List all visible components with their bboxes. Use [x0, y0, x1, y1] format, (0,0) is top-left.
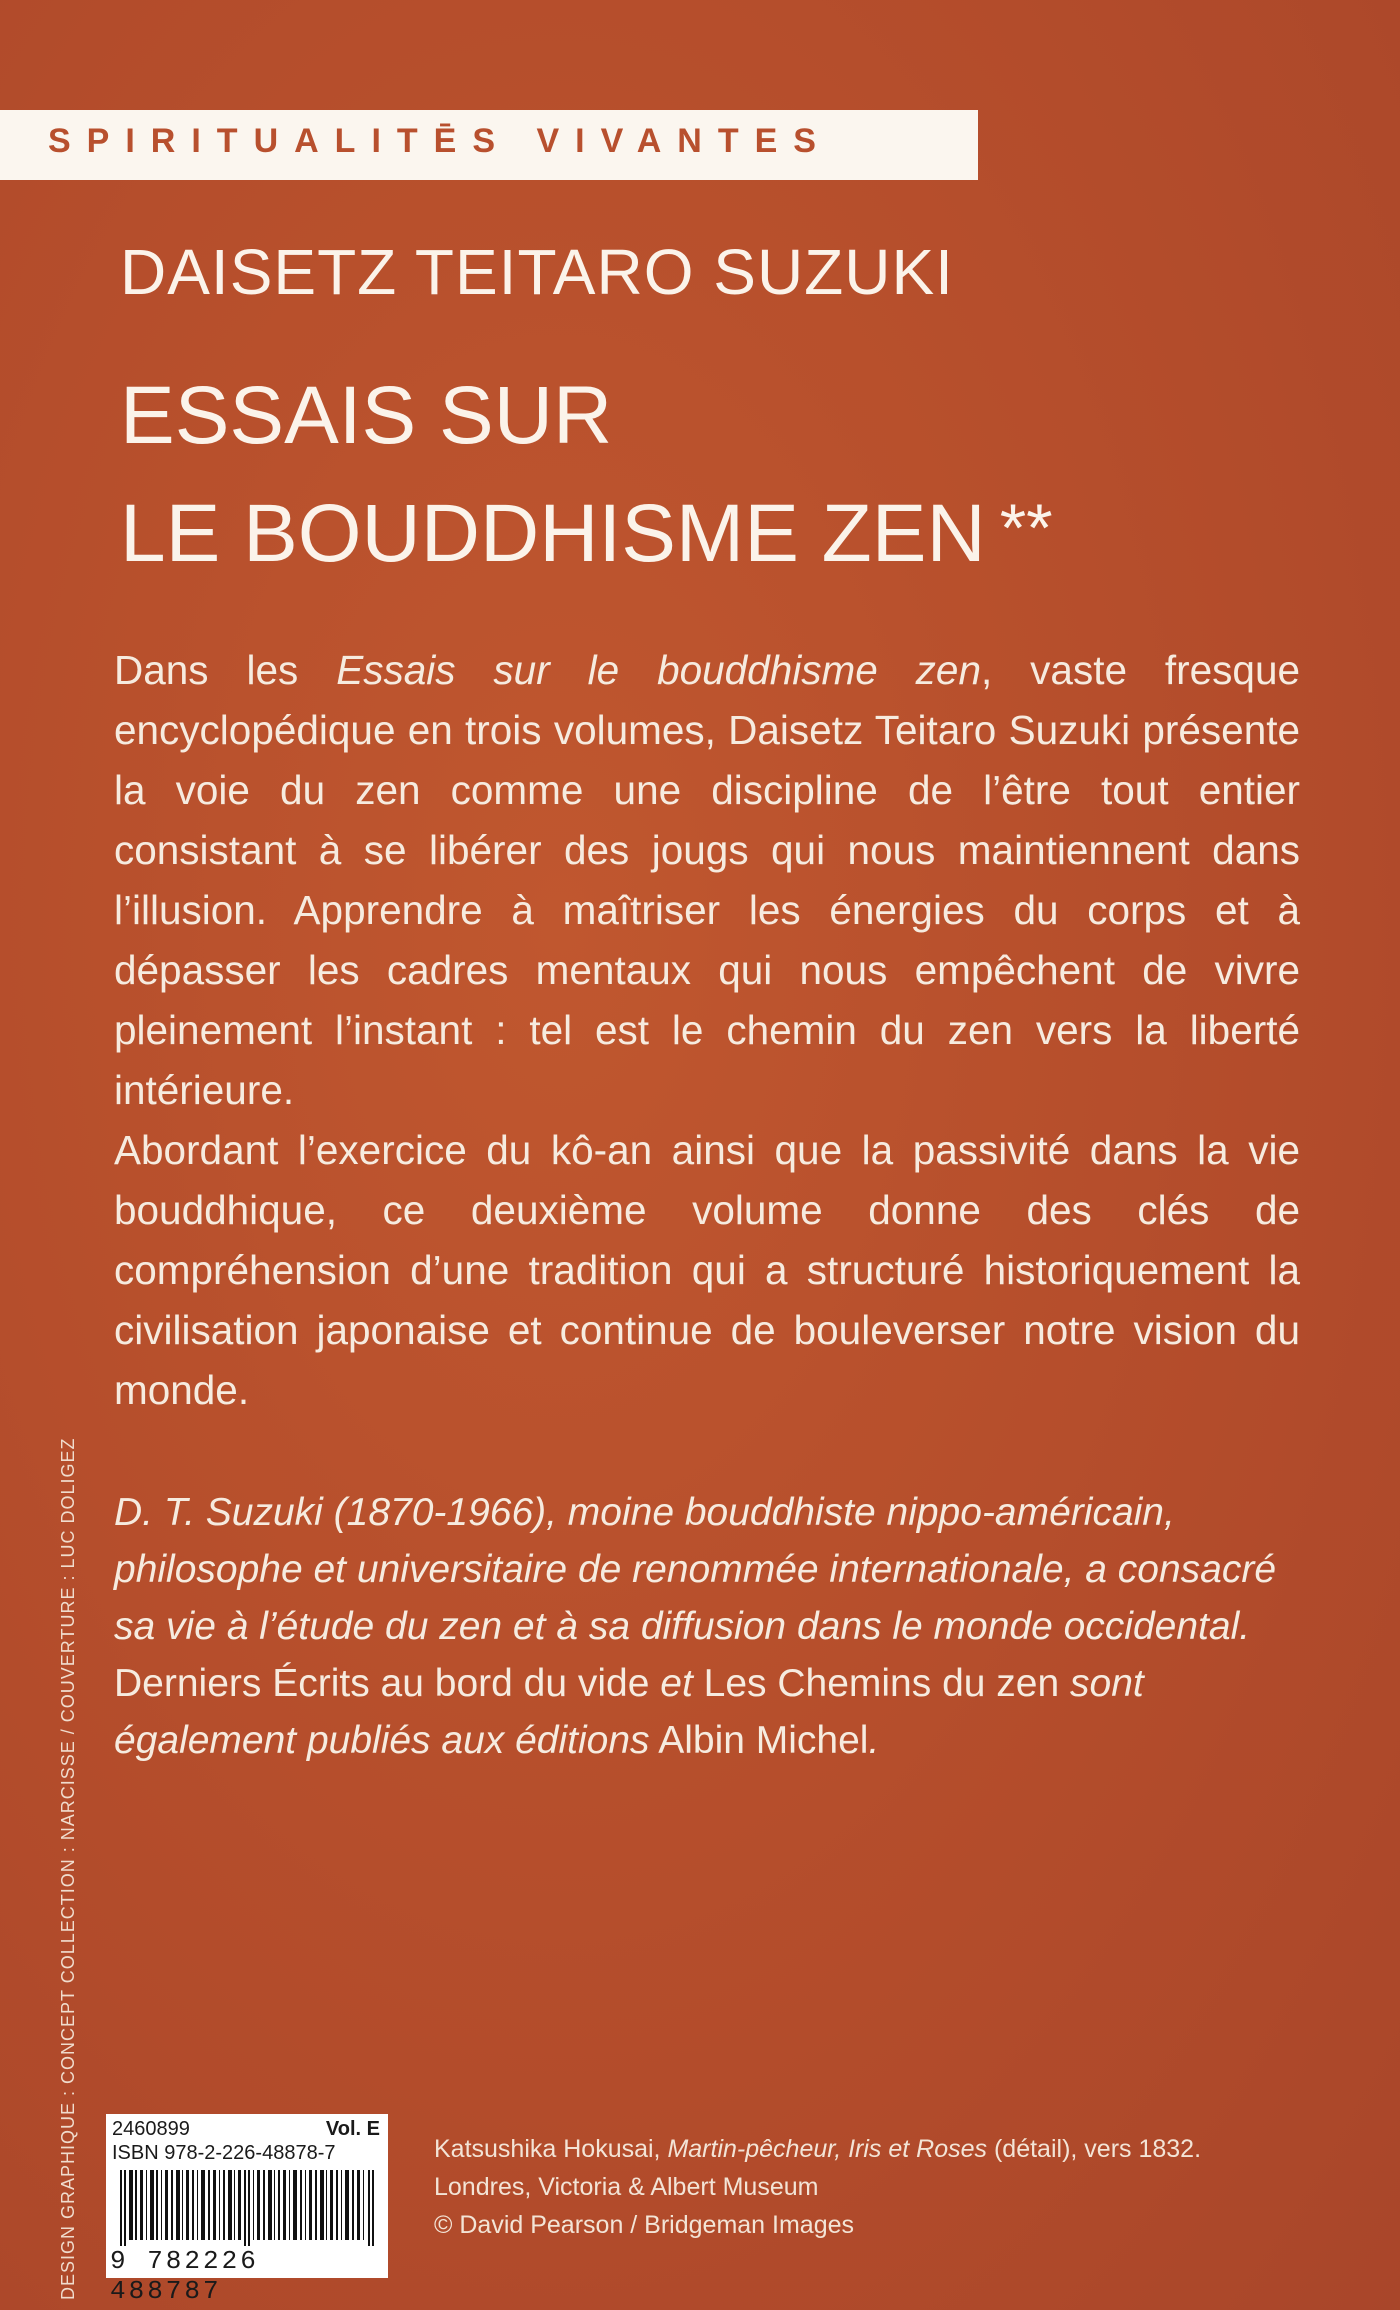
bio-text-4: .	[868, 1719, 880, 1762]
title-line-2-text: LE BOUDDHISME ZEN	[120, 488, 986, 579]
isbn: ISBN 978-2-226-48878-7	[112, 2142, 336, 2164]
bio-paragraph	[114, 1484, 1300, 1769]
credit-copyright: © David Pearson / Bridgeman Images	[434, 2211, 855, 2239]
blurb-p1-start: Dans les	[114, 647, 337, 693]
author-bio	[114, 1484, 1300, 1769]
title-line-1: ESSAIS SUR	[120, 370, 613, 461]
image-credit	[434, 2130, 1334, 2244]
barcode-digits: 9 782226 488787	[110, 2246, 259, 2306]
barcode-label	[106, 2114, 388, 2306]
volume-stars: **	[999, 490, 1053, 566]
blurb	[114, 640, 1300, 1420]
title-line-2	[120, 472, 1053, 590]
collection-name: SPIRITUALITĒS VIVANTES	[48, 122, 832, 160]
credit-artist: Katsushika Hokusai,	[434, 2135, 668, 2163]
blurb-paragraph-1	[114, 640, 1300, 1120]
author-name: DAISETZ TEITARO SUZUKI	[120, 236, 954, 308]
credit-line-1	[434, 2130, 1334, 2168]
product-code: 2460899	[112, 2118, 190, 2140]
blurb-paragraph-2: Abordant l’exercice du kô-an ainsi que la passivité dans la vie bouddhique, ce deuxième volume donne des clés de compréhension d’une tradition qui a structuré historiquement la civilisation japonaise et continue de bouleverser notre vision du monde.	[114, 1127, 1300, 1413]
design-credit: DESIGN GRAPHIQUE : CONCEPT COLLECTION : NARCISSE / COUVERTURE : LUC DOLIGEZ	[58, 1437, 78, 2300]
credit-work-title: Martin-pêcheur, Iris et Roses	[667, 2135, 988, 2163]
barcode-bars	[120, 2170, 378, 2246]
credit-detail: (détail), vers 1832.	[987, 2135, 1202, 2163]
bio-text-3: sont également publiés aux éditions	[114, 1662, 1144, 1762]
blurb-p1-rest: , vaste fresque encyclopédique en trois volumes, Daisetz Teitaro Suzuki présente la voie du zen comme une discipline de l’être tout entier consistant à se libérer des jougs qui nous maintiennent dans l’illusion. Apprendre à maîtriser les énergies du corps et à dépasser les cadres mentaux qui nous empêchent de vivre pleinement l’instant : tel est le chemin du zen vers la liberté intérieure.	[114, 647, 1300, 1113]
blurb-book-title: Essais sur le bouddhisme zen	[336, 647, 981, 693]
bio-text-1: D. T. Suzuki (1870-1966), moine bouddhiste nippo-américain, philosophe et universitaire de renommée internationale, a consacré sa vie à l’étude du zen et à sa diffusion dans le monde occidental.	[114, 1491, 1277, 1648]
collection-band	[0, 110, 978, 180]
bio-book-2: Les Chemins du zen	[692, 1662, 1060, 1705]
book-title	[120, 360, 1053, 590]
volume-code: Vol. E	[325, 2118, 380, 2140]
bio-text-2: et	[649, 1662, 693, 1705]
bio-book-1: Derniers Écrits au bord du vide	[114, 1662, 650, 1705]
credit-museum: Londres, Victoria & Albert Museum	[434, 2173, 819, 2201]
bio-publisher: Albin Michel	[649, 1719, 869, 1762]
